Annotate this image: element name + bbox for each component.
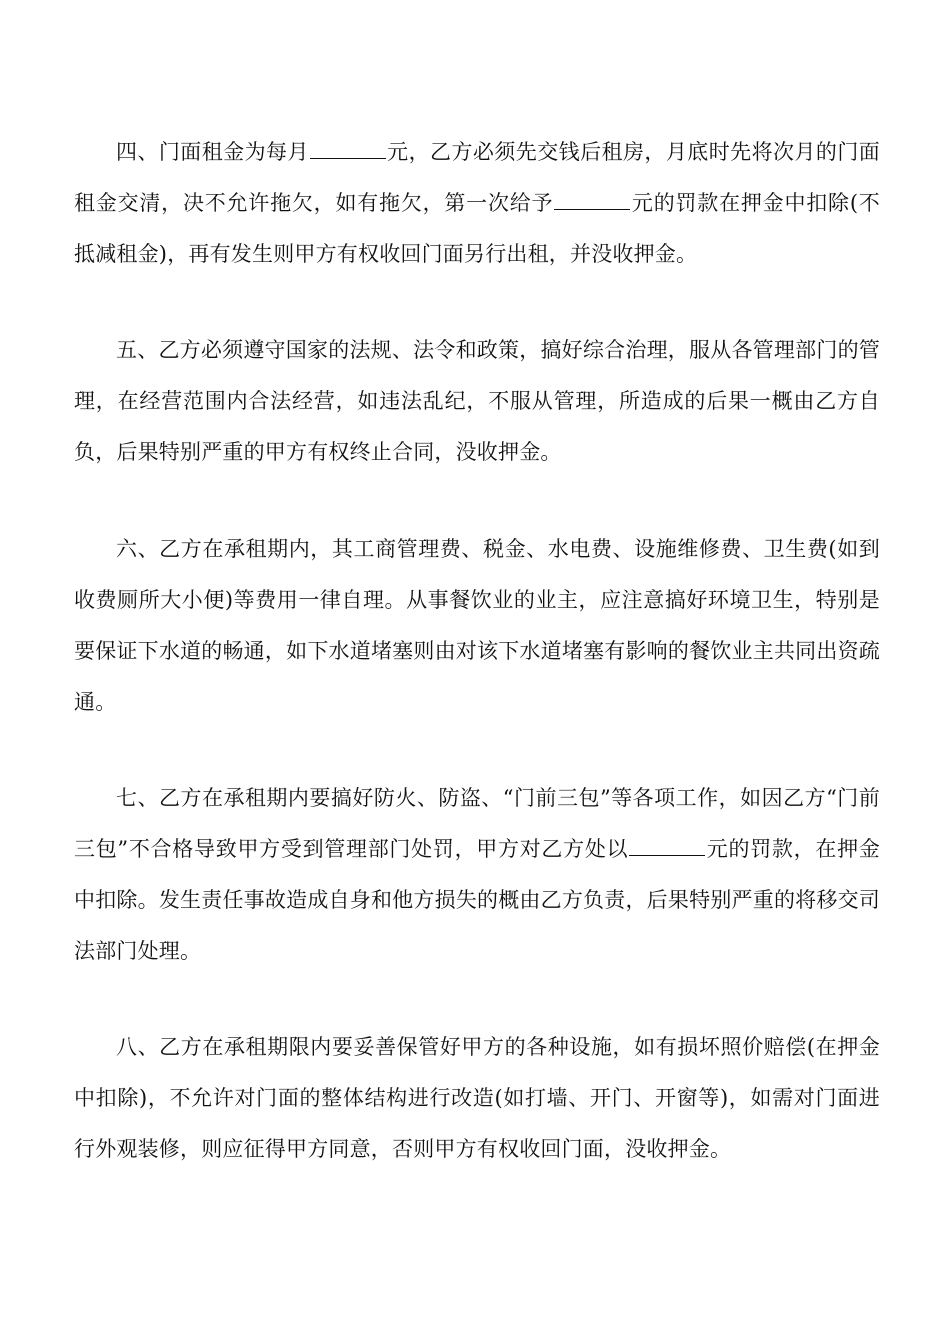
clause-7-part-1: 七、乙方在承租期内要搞好防火、防盗、“门前三包”等各项工作，如因乙方“门前三包”不合格导致甲方受到管理部门处罚，甲方对乙方处以	[74, 786, 880, 861]
penalty-amount-blank	[554, 191, 630, 210]
clause-8	[74, 1022, 880, 1175]
clause-4-part-2: 元，乙方必须先交钱后租房，月底时先将次月的门面租金交清，决不允许拖欠，如有拖欠，第一次给予	[74, 140, 880, 215]
clause-7	[74, 773, 880, 977]
clause-5-text: 五、乙方必须遵守国家的法规、法令和政策，搞好综合治理，服从各管理部门的管理，在经营范围内合法经营，如违法乱纪，不服从管理，所造成的后果一概由乙方自负，后果特别严重的甲方有权终止合同，没收押金。	[74, 338, 880, 464]
clause-6	[74, 524, 880, 728]
clause-4	[74, 127, 880, 280]
clause-7-part-2: 元的罚款，在押金中扣除。发生责任事故造成自身和他方损失的概由乙方负责，后果特别严重的将移交司法部门处理。	[74, 837, 880, 963]
clause-8-text: 八、乙方在承租期限内要妥善保管好甲方的各种设施，如有损坏照价赔偿(在押金中扣除)，不允许对门面的整体结构进行改造(如打墙、开门、开窗等)，如需对门面进行外观装修，则应征得甲方同意，否则甲方有权收回门面，没收押金。	[74, 1035, 880, 1161]
clause-6-text: 六、乙方在承租期内，其工商管理费、税金、水电费、设施维修费、卫生费(如到收费厕所大小便)等费用一律自理。从事餐饮业的业主，应注意搞好环境卫生，特别是要保证下水道的畅通，如下水道堵塞则由对该下水道堵塞有影响的餐饮业主共同出资疏通。	[74, 537, 880, 714]
rent-amount-blank	[310, 140, 386, 159]
clause-4-part-1: 四、门面租金为每月	[116, 140, 309, 164]
fine-amount-blank	[629, 837, 705, 856]
clause-5	[74, 325, 880, 478]
clause-4-part-3: 元的罚款在押金中扣除(不抵减租金)，再有发生则甲方有权收回门面另行出租，并没收押金。	[74, 191, 880, 266]
